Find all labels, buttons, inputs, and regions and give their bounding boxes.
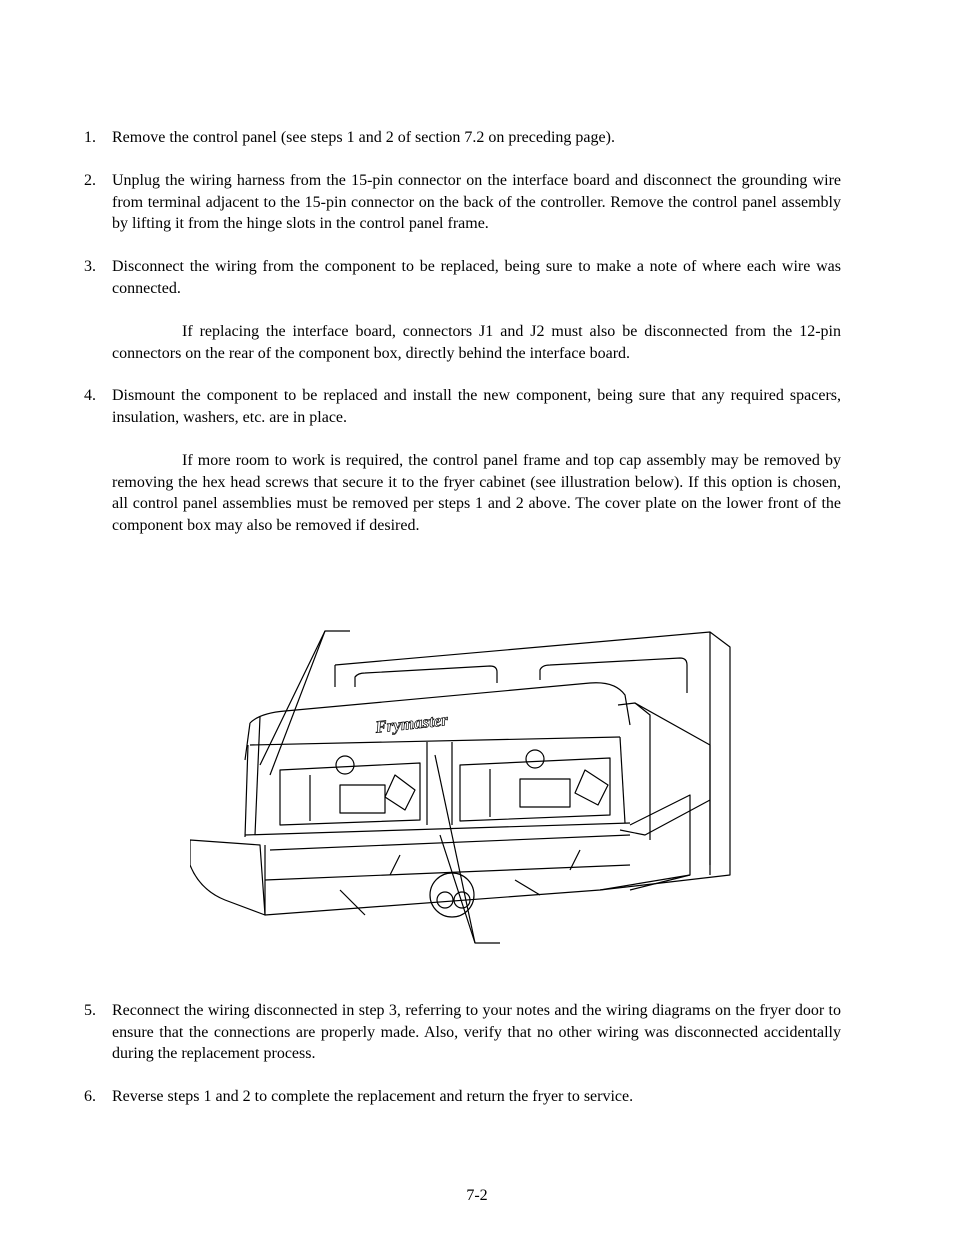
step-4 <box>84 385 841 428</box>
note-text: If more room to work is required, the control panel frame and top cap assembly may be removed by removing the hex head screws that secure it to the fryer cabinet (see illustration below). If this option is chosen, all control panel assemblies must be removed per steps 1 and 2 above. The cover plate on the lower front of the component box may also be removed if desired. <box>112 452 841 534</box>
step-number: 2. <box>84 172 96 189</box>
note-step-4 <box>112 450 841 536</box>
step-number: 5. <box>84 1002 96 1019</box>
fryer-illustration <box>190 625 735 945</box>
step-6 <box>84 1086 841 1108</box>
step-number: 4. <box>84 387 96 404</box>
step-number: 1. <box>84 129 96 146</box>
step-text: Remove the control panel (see steps 1 and 2 of section 7.2 on preceding page). <box>112 129 615 146</box>
step-text: Disconnect the wiring from the component to be replaced, being sure to make a note of where each wire was connected. <box>112 258 841 297</box>
step-3 <box>84 256 841 299</box>
brand-label: Frymaster <box>374 710 449 737</box>
page-number: 7-2 <box>466 1187 488 1204</box>
note-text: If replacing the interface board, connectors J1 and J2 must also be disconnected from the 12-pin connectors on the rear of the component box, directly behind the interface board. <box>112 323 841 362</box>
step-number: 6. <box>84 1088 96 1105</box>
step-2 <box>84 170 841 235</box>
step-text: Unplug the wiring harness from the 15-pin connector on the interface board and disconnect the grounding wire from terminal adjacent to the 15-pin connector on the back of the controller. Remove the control panel assembly by lifting it from the hinge slots in the control panel frame. <box>112 172 841 232</box>
step-text: Reconnect the wiring disconnected in step 3, referring to your notes and the wiring diagrams on the fryer door to ensure that the connections are properly made. Also, verify that no other wiring was disconnected accidentally during the replacement process. <box>112 1002 841 1062</box>
step-1 <box>84 127 841 149</box>
step-text: Dismount the component to be replaced and install the new component, being sure that any required spacers, insulation, washers, etc. are in place. <box>112 387 841 426</box>
note-step-3 <box>112 321 841 364</box>
step-number: 3. <box>84 258 96 275</box>
step-5 <box>84 1000 841 1065</box>
step-text: Reverse steps 1 and 2 to complete the replacement and return the fryer to service. <box>112 1088 634 1105</box>
